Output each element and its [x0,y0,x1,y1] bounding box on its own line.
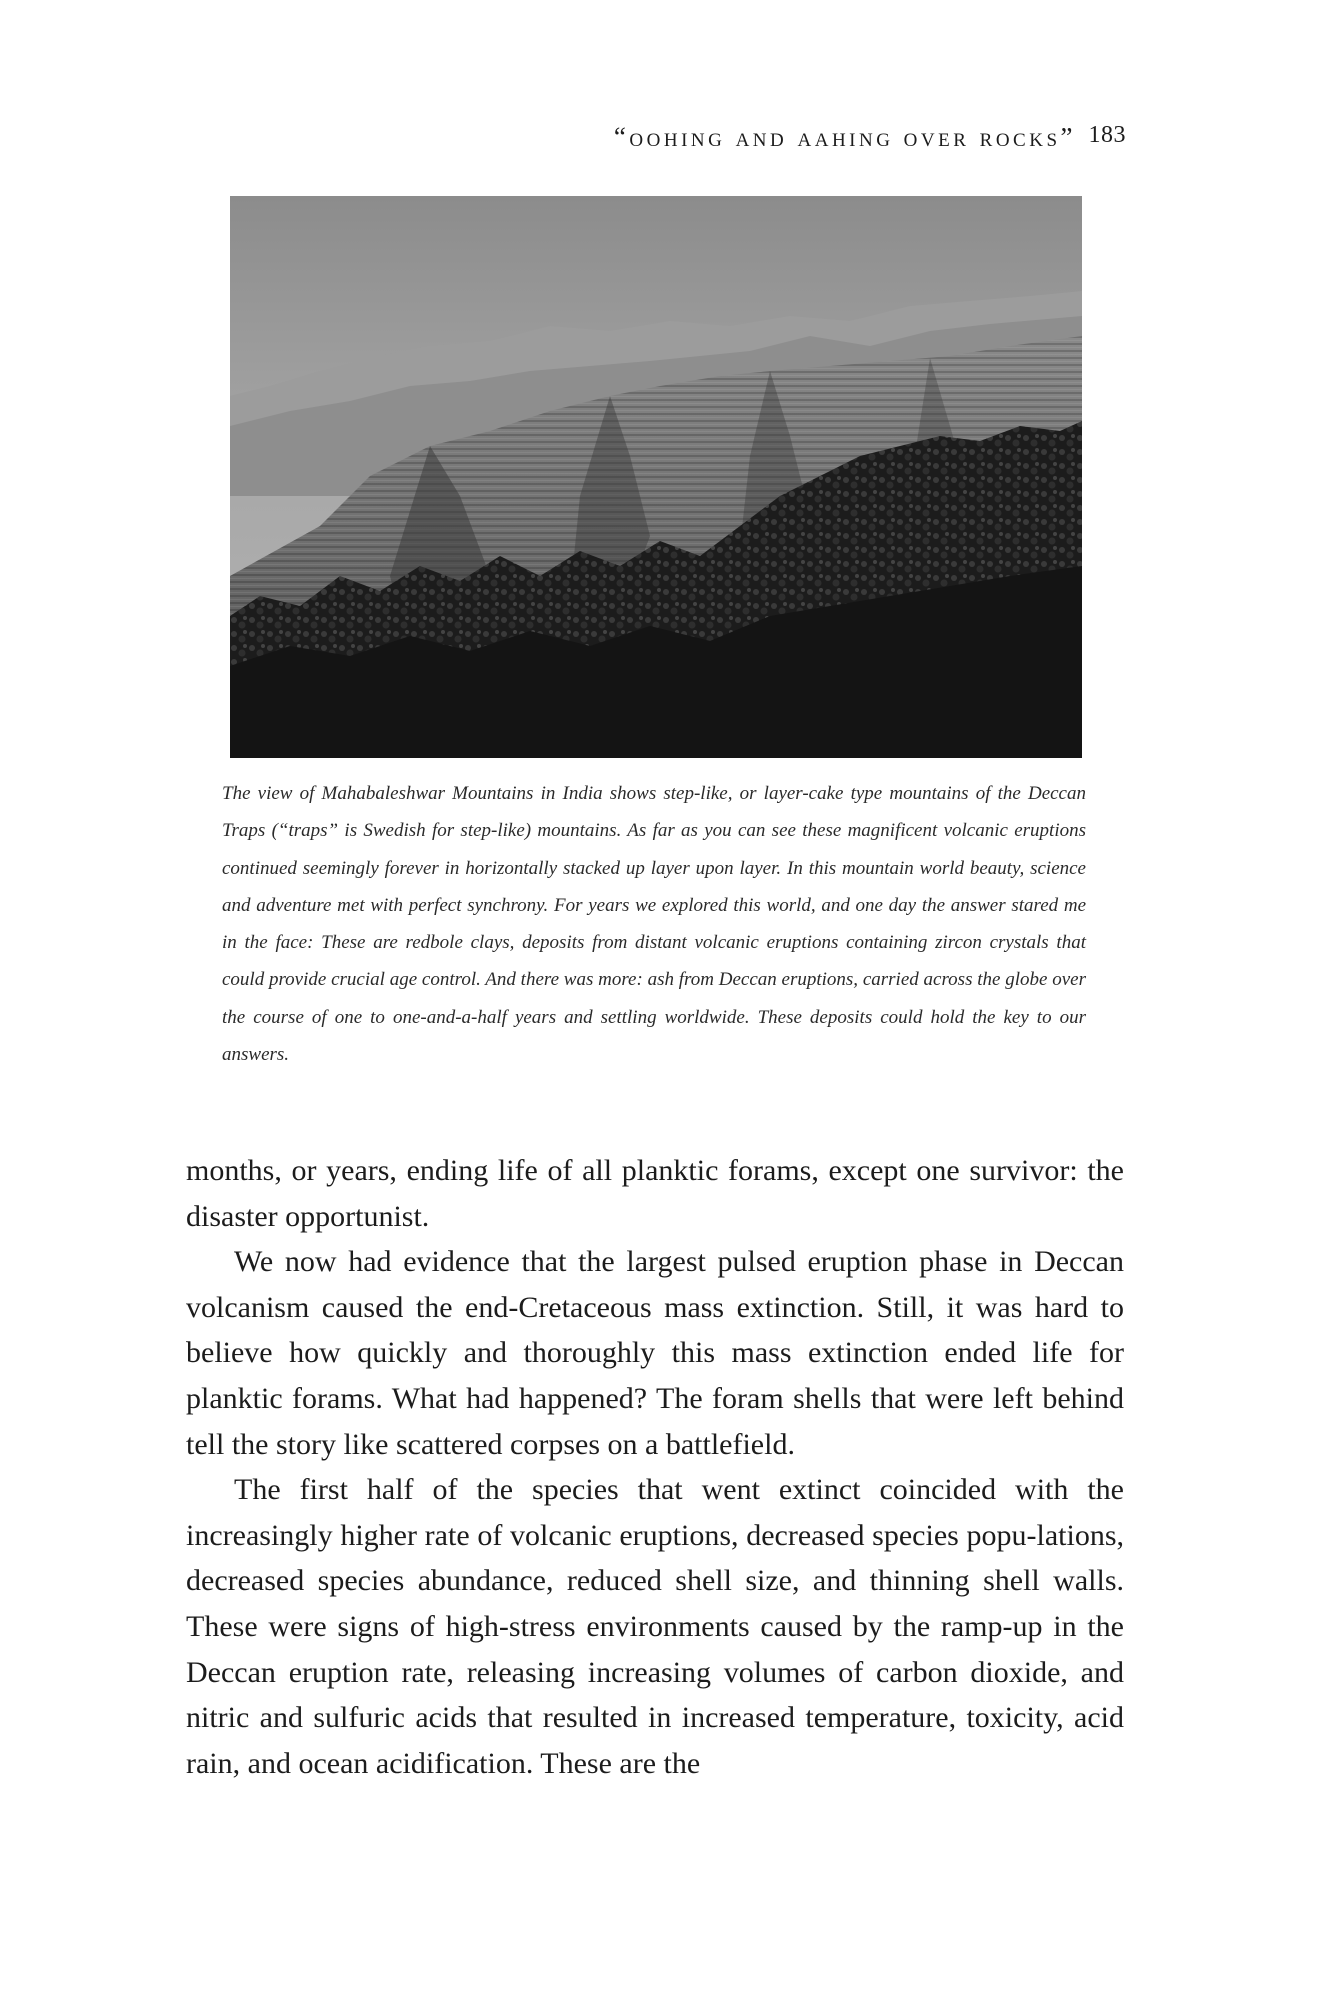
figure-caption: The view of Mahabaleshwar Mountains in India shows step-like, or layer-cake type mountains of the Deccan Traps (“traps” is Swedish for step-like) mountains. As far as you can see these magnificent volcanic eruptions continued seemingly forever in horizontally stacked up layer upon layer. In this mountain world beauty, science and adventure met with perfect synchrony. For years we explored this world, and one day the answer stared me in the face: These are redbole clays, deposits from distant volcanic eruptions containing zircon crystals that could provide crucial age control. And there was more: ash from Deccan eruptions, carried across the globe over the course of one to one-and-a-half years and settling worldwide. These deposits could hold the key to our answers. [222,783,1086,1066]
body-text [186,1148,1124,1786]
running-title: “oohing and aahing over rocks” [613,122,1076,152]
page-header [0,122,1324,162]
paragraph: We now had evidence that the largest pulsed eruption phase in Deccan volcanism caused the end-Cretaceous mass extinction. Still, it was hard to believe how quickly and thoroughly this mass extinction ended life for planktic forams. What had happened? The foram shells that were left behind tell the story like scattered corpses on a battlefield. [186,1245,1124,1461]
paragraph: months, or years, ending life of all planktic forams, except one survivor: the disaster opportunist. [186,1154,1124,1233]
mountain-photo-illustration [230,196,1082,758]
page-number: 183 [1088,122,1126,148]
mountain-photo [230,196,1082,758]
paragraph: The first half of the species that went extinct coincided with the increasingly higher rate of volcanic eruptions, decreased species popu-lations, decreased species abundance, reduced shell size, and thinning shell walls. These were signs of high-stress environments caused by the ramp-up in the Deccan eruption rate, releasing increasing volumes of carbon dioxide, and nitric and sulfuric acids that resulted in increased temperature, toxicity, acid rain, and ocean acidification. These are the [186,1473,1124,1780]
